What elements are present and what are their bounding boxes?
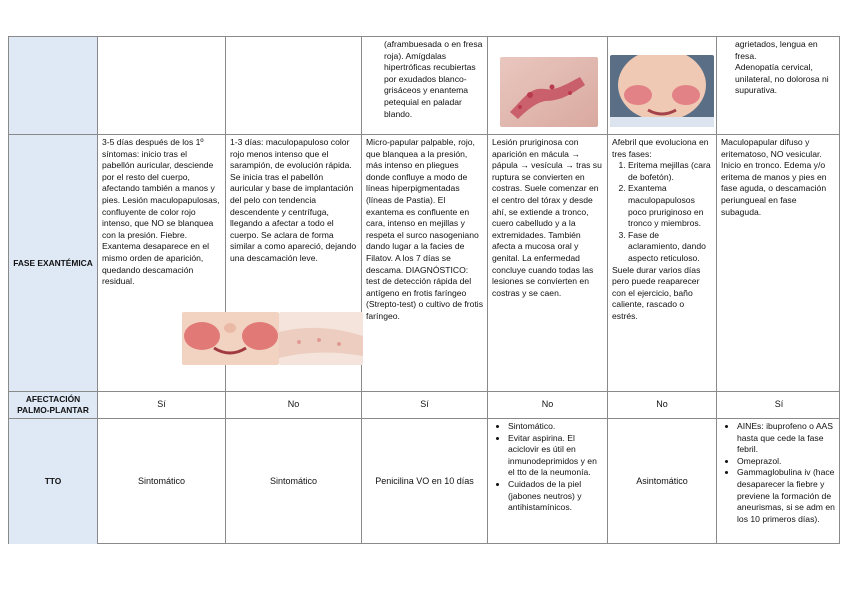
list-item: 1. Eritema mejillas (cara de bofetón). [628,160,712,183]
list-item: • AINEs: ibuprofeno o AAS hasta que cede la fase febril. [737,421,837,456]
row-header-empty [9,37,98,134]
arm-rash-photo [279,312,363,365]
cell-varicela-photo [488,37,608,134]
table-row-continuation [9,37,839,135]
cell-tto-rubeola: Sintomático [226,419,362,544]
cell-tto-escarlatina: Penicilina VO en 10 días [362,419,488,544]
list-item: • Evitar aspirina. El aciclovir es útil en inmunodeprimidos y en el tto de la neumonía. [508,433,603,479]
cell-palmo-rubeola: No [226,392,362,418]
list-item: • Gammaglobulina iv (hace desaparecer la fiebre y previene la formación de aneurismas, si se adm en los 10 primeros días). [737,467,837,525]
cell-rubeola-exantema: 1-3 días: maculopapuloso color rojo menos intenso que el sarampión, de evolución rápida. Se inicia tras el pabellón auricular y base de implantación del pelo con tendencia descendente y centrífuga, llegando a afectar a todo el cuerpo. Se aclara de forma similar a como apareció, dejando una descamación leve. [226,135,362,391]
cell-varicela-exantema: Lesión pruriginosa con aparición en mácula → pápula → vesícula → tras su ruptura se convierten en costras. Suele comenzar en el centro del tórax y desde ahí, se extiende a tronco, cuero cabelludo y a la extremidades. También afecta a mucosa oral y genital. La enfermedad concluye cuando todas las lesiones se convierten en costras y se caen. [488,135,608,391]
cell-tto-varicela [488,419,608,544]
disease-comparison-table [8,36,840,544]
phases-list [612,160,712,264]
cell-palmo-sarampion: Sí [98,392,226,418]
cell-kawasaki-exantema: Maculopapular difuso y eritematoso, NO vesicular. Inicio en tronco. Edema y/o eritema de manos y pies en fase aguda, o descamación periungueal en fase subaguda. [721,137,827,217]
cell-palmo-kawasaki: Sí [774,399,784,410]
cell-escarlatina-enantema: (aframbuesada o en fresa roja). Amígdalas hipertróficas recubiertas por exudados blanco-grisáceos y enantema petequial en paladar blando. [362,37,488,134]
child-cheeks-photo [182,312,279,365]
cell-sarampion-exantema: 3-5 días después de los 1º síntomas: inicio tras el pabellón auricular, desciende por el resto del cuerpo, afectando también a manos y pies. Lesión maculopapulosas, confluyente de color rojo intenso, que NO se blanquea con la presión. Fiebre. Exantema desaparece en el mismo orden de aparición, quedando descamación residual. [98,135,226,391]
table-row-fase-exantemica [9,135,839,392]
cell-empty [226,37,362,134]
cell-escarlatina-exantema: Micro-papular palpable, rojo, que blanquea a la presión, más intenso en pliegues donde confluye a modo de líneas hiperpigmentadas (líneas de Pastia). El exantema es confluente en cara, intenso en mejillas y respeta el surco nasogeniano dando lugar a la facies de Filatov. A los 7 días se descama. DIAGNÓSTICO: test de detección rápida del antígeno en frotis faríngeo (Strepto-test) o cultivo de frotis faríngeo. [362,135,488,391]
list-item: • Sintomático. [508,421,603,433]
child-face-photo [610,55,714,127]
cell-tto-kawasaki [717,419,841,544]
cell-eritema-photo [608,37,717,134]
row-header-palmo-plantar: AFECTACIÓN PALMO-PLANTAR [9,392,98,418]
list-item: 3. Fase de aclaramiento, dando aspecto reticuloso. [628,230,712,265]
cell-tto-sarampion: Sintomático [98,419,226,544]
cell-tto-eritema: Asintomático [608,419,717,544]
varicela-skin-photo [500,57,598,127]
cell-palmo-varicela: No [488,392,608,418]
list-item: 2. Exantema maculopapulosos poco pruriginoso en tronco y miembros. [628,183,712,229]
cell-eritema-exantema: Afebril que evoluciona en tres fases: 1. Eritema mejillas (cara de bofetón). 2. Exantema maculopapulosos poco pruriginoso en tronco y miembros. 3. Fase de aclaramiento, dando aspecto reticuloso. Suele durar varios días pero puede reaparecer con el ejercicio, baño caliente, rascado o estrés. [608,135,717,391]
row-header-tto: TTO [9,419,98,544]
cell-kawasaki-continuation: agrietados, lengua en fresa. Adenopatía cervical, unilateral, no dolorosa ni supurativa. [735,39,829,96]
row-header-fase-exantemica: FASE EXANTÉMICA [9,135,98,391]
tto-kawasaki-list [721,421,837,525]
cell-palmo-escarlatina: Sí [362,392,488,418]
cell-palmo-eritema: No [608,392,717,418]
table-row-palmo-plantar [9,392,839,419]
list-item: • Cuidados de la piel (jabones neutros) y antihistamínicos. [508,479,603,514]
cell-empty [98,37,226,134]
tto-varicela-list [492,421,603,514]
list-item: • Omeprazol. [737,456,837,468]
table-row-tto [9,419,839,544]
